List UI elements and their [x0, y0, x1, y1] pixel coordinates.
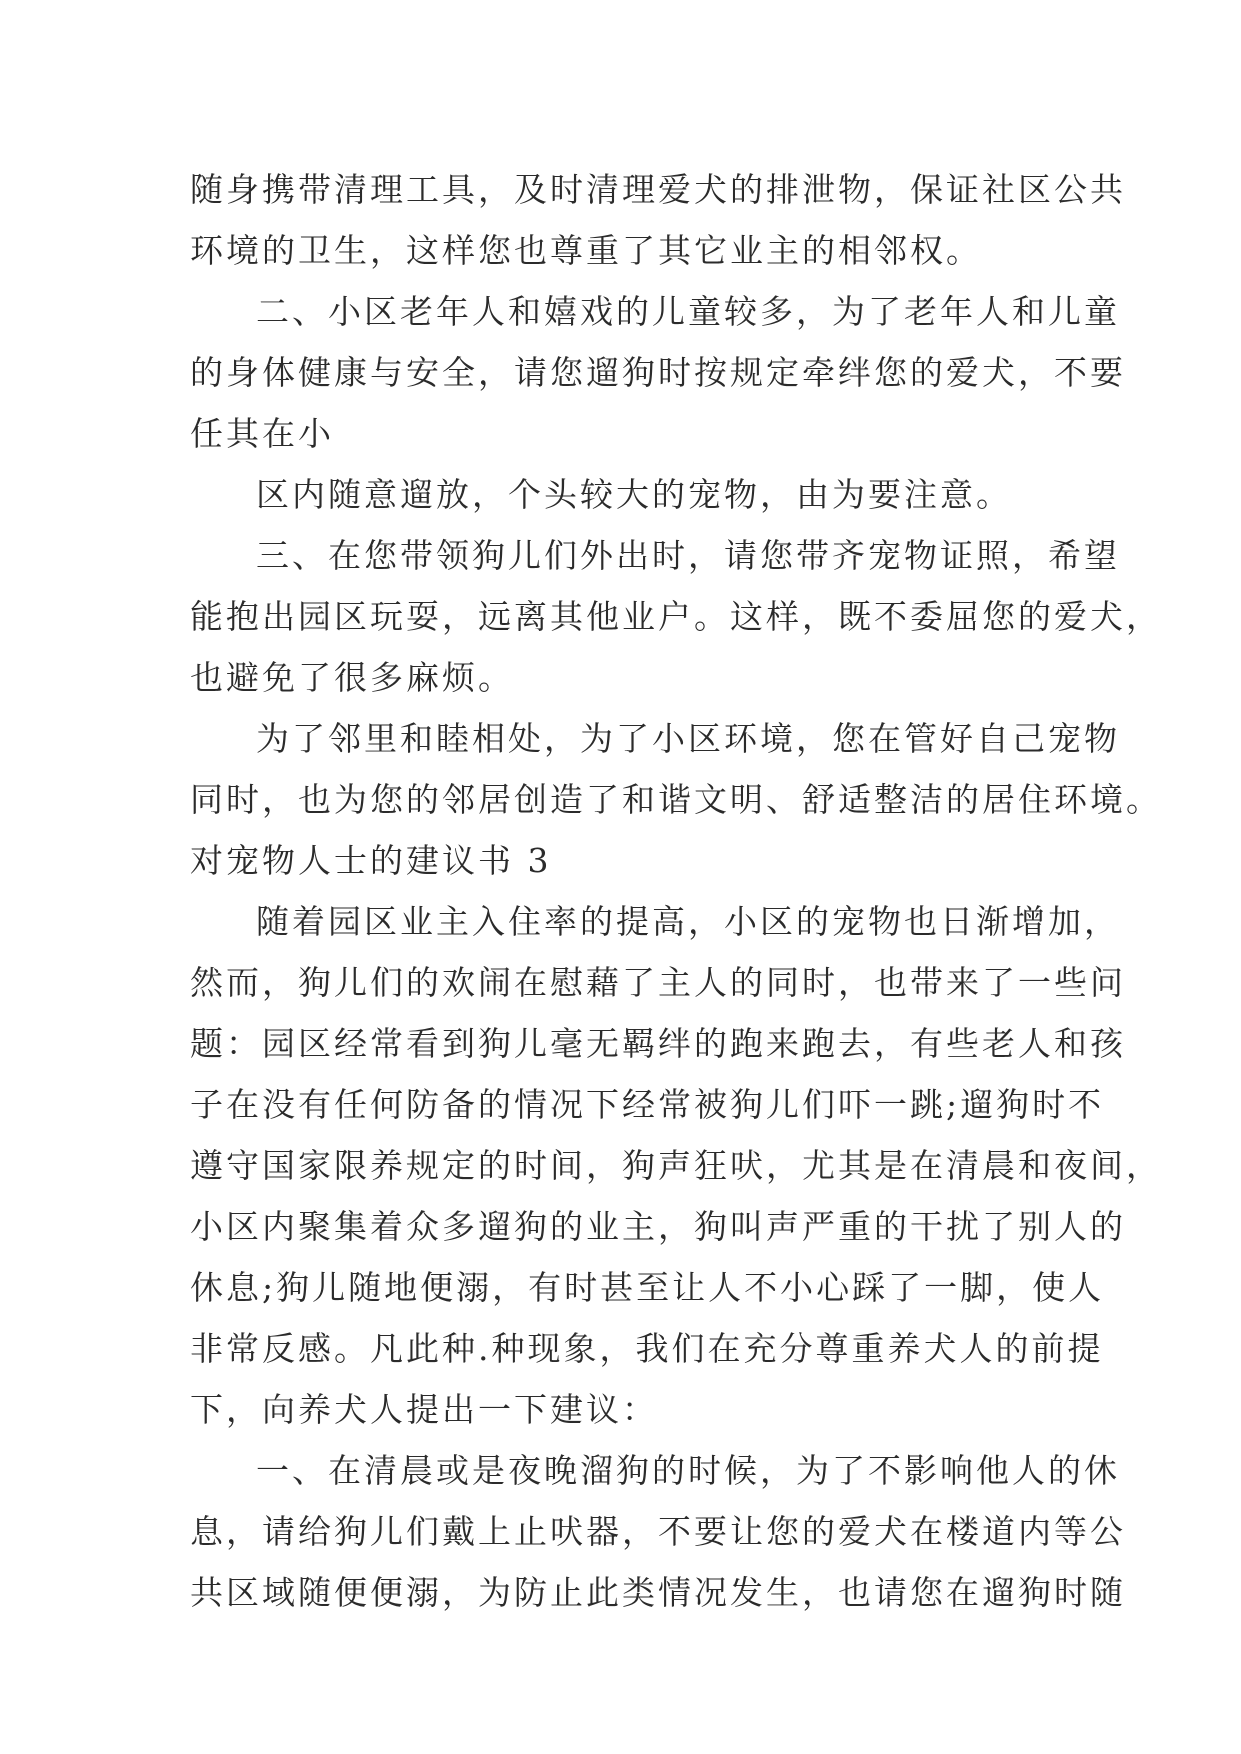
document-body — [190, 159, 1162, 1623]
text-line: 也避免了很多麻烦。 — [190, 658, 514, 697]
text-line: 共区域随便便溺，为防止此类情况发生，也请您在遛狗时随 — [190, 1573, 1126, 1612]
text-line: 同时，也为您的邻居创造了和谐文明、舒适整洁的居住环境。 — [190, 780, 1162, 819]
text-line: 小区内聚集着众多遛狗的业主，狗叫声严重的干扰了别人的 — [190, 1207, 1126, 1246]
text-line: 遵守国家限养规定的时间，狗声狂吠，尤其是在清晨和夜间， — [190, 1146, 1162, 1185]
section-heading: 对宠物人士的建议书 3 — [190, 841, 552, 880]
text-line: 子在没有任何防备的情况下经常被狗儿们吓一跳;遛狗时不 — [190, 1085, 1105, 1124]
text-line: 休息;狗儿随地便溺，有时甚至让人不小心踩了一脚，使人 — [190, 1268, 1105, 1307]
paragraph-start-line: 一、在清晨或是夜晚溜狗的时候，为了不影响他人的休 — [256, 1451, 1120, 1490]
text-line: 题：园区经常看到狗儿毫无羁绊的跑来跑去，有些老人和孩 — [190, 1024, 1126, 1063]
text-line: 任其在小 — [190, 414, 334, 453]
text-line: 的身体健康与安全，请您遛狗时按规定牵绊您的爱犬，不要 — [190, 353, 1126, 392]
paragraph-start-line: 二、小区老年人和嬉戏的儿童较多，为了老年人和儿童 — [256, 292, 1120, 331]
text-line: 然而，狗儿们的欢闹在慰藉了主人的同时，也带来了一些问 — [190, 963, 1126, 1002]
paragraph-start-line: 为了邻里和睦相处，为了小区环境，您在管好自己宠物 — [256, 719, 1120, 758]
text-line: 环境的卫生，这样您也尊重了其它业主的相邻权。 — [190, 231, 982, 270]
text-line: 非常反感。凡此种.种现象，我们在充分尊重养犬人的前提 — [190, 1329, 1104, 1368]
paragraph-start-line: 区内随意遛放，个头较大的宠物，由为要注意。 — [256, 475, 1012, 514]
paragraph-start-line: 随着园区业主入住率的提高，小区的宠物也日渐增加， — [256, 902, 1120, 941]
text-line: 随身携带清理工具，及时清理爱犬的排泄物，保证社区公共 — [190, 170, 1126, 209]
paragraph-start-line: 三、在您带领狗儿们外出时，请您带齐宠物证照，希望 — [256, 536, 1120, 575]
text-line: 息，请给狗儿们戴上止吠器，不要让您的爱犬在楼道内等公 — [190, 1512, 1126, 1551]
text-line: 能抱出园区玩耍，远离其他业户。这样，既不委屈您的爱犬， — [190, 597, 1162, 636]
text-line: 下，向养犬人提出一下建议： — [190, 1390, 658, 1429]
